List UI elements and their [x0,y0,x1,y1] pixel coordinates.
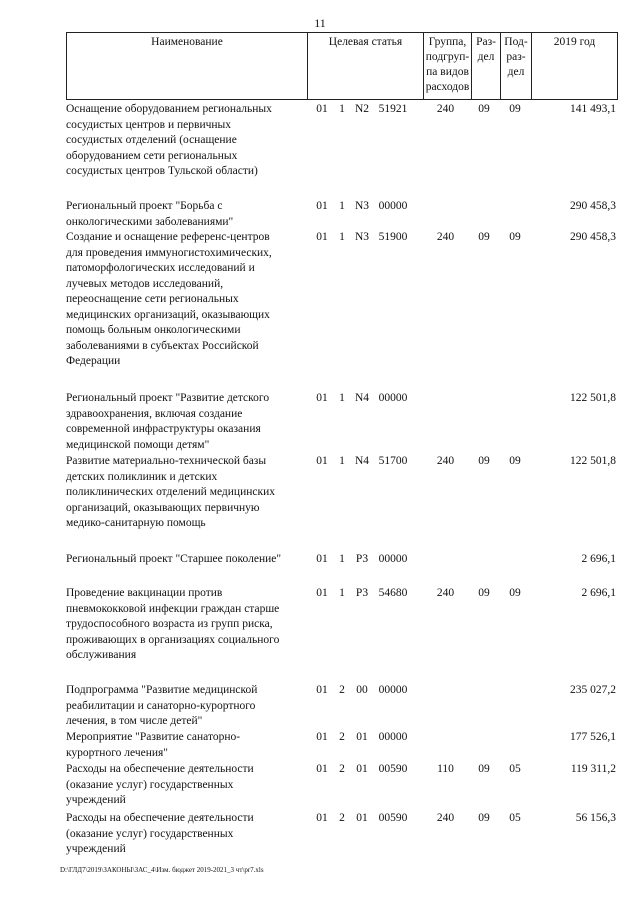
row-podrazdel: 09 [509,231,521,243]
row-name-line: Проведение вакцинации против [66,587,223,599]
row-name-line: обслуживания [66,649,137,661]
row-cs-direction: 00590 [378,763,408,775]
row-name [66,683,306,730]
row-podrazdel: 09 [509,455,521,467]
row-value: 122 501,8 [570,392,616,404]
row-value: 2 696,1 [581,587,616,599]
header-group [423,33,471,99]
header-razdel-line: дел [477,51,495,63]
row-name [66,811,306,858]
row-cs-subprogram: 2 [339,731,345,743]
row-razdel: 09 [478,587,490,599]
row-name-line: для проведения иммуногистохимических, [66,246,272,259]
row-name-line: пневмококковой инфекции граждан старше [66,602,280,615]
row-name-line: медико-санитарную помощь [66,517,206,529]
row-cs-direction: 54680 [378,587,408,599]
row-name-line: поликлинических отделений медицинских [66,486,275,498]
header-group-line: подгруп- [425,51,470,63]
row-cs-event: N4 [354,392,370,404]
row-cs-direction: 00000 [378,200,408,212]
row-group: 240 [436,103,455,115]
row-name [66,586,306,664]
header-group-line: расходов [425,81,470,93]
row-cs-direction: 51921 [378,103,408,115]
row-name-line: Подпрограмма "Развитие медицинской [66,684,258,696]
row-name [66,391,306,453]
row-name-line: Расходы на обеспечение деятельности [66,763,254,775]
row-value: 141 493,1 [570,103,616,115]
row-cs-direction: 00590 [378,812,408,824]
row-group: 240 [436,812,455,824]
row-name-line: переоснащение сети региональных [66,293,239,305]
row-name-line: помощь больным онкологическими [66,324,241,336]
row-name-line: Региональный проект "Борьба с [66,200,223,212]
row-name [66,762,306,809]
row-name-line: Развитие материально-технической базы [66,455,267,467]
row-podrazdel: 05 [509,812,521,824]
row-group: 240 [436,231,455,243]
row-cs-subprogram: 2 [339,763,345,775]
row-name-line: Региональный проект "Старшее поколение" [66,553,282,565]
row-cs-subprogram: 1 [339,392,345,404]
row-cs-program: 01 [316,763,328,775]
row-name-line: реабилитации и санаторно-курортного [66,699,256,712]
row-name [66,230,306,370]
row-name-line: трудоспособного возраста из групп риска, [66,618,273,630]
row-name-line: организаций, оказывающих первичную [66,501,260,514]
row-value: 177 526,1 [570,731,616,743]
row-name-line: патоморфологических исследований и [66,262,255,274]
row-name-line: лечения, в том числе детей" [66,715,203,727]
row-value: 119 311,2 [570,763,616,775]
row-name-line: медицинской помощи детям" [66,438,210,451]
header-year: 2019 год [531,33,617,99]
row-name-line: Региональный проект "Развитие детского [66,392,270,404]
row-razdel: 09 [478,231,490,243]
row-cs-event: 01 [356,763,368,775]
row-name-line: сосудистых центров и первичных [66,118,232,131]
row-cs-event: 01 [356,731,368,743]
row-cs-subprogram: 1 [339,587,345,599]
row-cs-subprogram: 2 [339,812,345,824]
row-name-line: онкологическими заболеваниями" [66,215,234,228]
row-cs-program: 01 [316,455,328,467]
row-value: 2 696,1 [581,553,616,565]
row-cs-subprogram: 2 [339,684,345,696]
row-cs-direction: 00000 [378,553,408,565]
row-cs-event: 01 [356,812,368,824]
row-name-line: курортного лечения" [66,746,168,759]
header-podrazdel-line: Под- [504,36,528,48]
row-cs-program: 01 [316,392,328,404]
row-name-line: Оснащение оборудованием региональных [66,103,272,115]
row-cs-event: N3 [354,200,370,212]
row-cs-event: P3 [355,587,369,599]
row-cs-program: 01 [316,231,328,243]
header-target: Целевая статья [307,33,423,99]
row-cs-event: P3 [355,553,369,565]
row-cs-program: 01 [316,731,328,743]
header-group-line: Группа, [428,36,467,48]
row-value: 290 458,3 [570,200,616,212]
row-podrazdel: 05 [509,763,521,775]
table-header [66,32,618,100]
row-name-line: заболеваниями в субъектах Российской [66,339,259,352]
row-name [66,199,306,230]
header-razdel [471,33,500,99]
row-podrazdel: 09 [509,103,521,115]
row-name-line: медицинских организаций, оказывающих [66,308,270,321]
header-podrazdel-line: дел [507,66,525,78]
row-name-line: учреждений [66,794,126,806]
row-name-line: учреждений [66,843,126,855]
row-value: 235 027,2 [570,684,616,696]
row-cs-subprogram: 1 [339,200,345,212]
row-value: 122 501,8 [570,455,616,467]
row-podrazdel: 09 [509,587,521,599]
row-cs-event: N3 [354,231,370,243]
row-name-line: детских поликлиник и детских [66,470,218,483]
row-name-line: Расходы на обеспечение деятельности [66,812,254,824]
row-cs-program: 01 [316,812,328,824]
row-cs-event: N2 [354,103,370,115]
row-name-line: здравоохранения, включая создание [66,407,243,420]
row-name-line: Мероприятие "Развитие санаторно- [66,731,241,743]
row-name-line: современной инфраструктуры оказания [66,423,261,435]
row-cs-event: 00 [356,684,368,696]
header-group-line: па видов [426,66,469,78]
row-name [66,454,306,532]
row-cs-subprogram: 1 [339,231,345,243]
row-razdel: 09 [478,812,490,824]
row-cs-subprogram: 1 [339,103,345,115]
row-value: 290 458,3 [570,231,616,243]
row-name-line: оборудованием сети региональных [66,149,238,162]
row-cs-direction: 00000 [378,392,408,404]
row-cs-subprogram: 1 [339,553,345,565]
row-name-line: сосудистых отделений (оснащение [66,134,237,146]
row-name [66,730,306,761]
row-razdel: 09 [478,103,490,115]
row-cs-event: N4 [354,455,370,467]
row-cs-program: 01 [316,587,328,599]
row-value: 56 156,3 [575,812,616,824]
row-cs-subprogram: 1 [339,455,345,467]
page-number: 11 [314,16,326,30]
row-name [66,102,306,180]
row-group: 240 [436,587,455,599]
row-group: 110 [437,763,454,775]
row-cs-direction: 51900 [378,231,408,243]
row-name-line: проживающих в организациях социального [66,633,280,646]
row-name-line: Федерации [66,355,121,367]
header-podrazdel-line: раз- [506,51,526,63]
row-cs-program: 01 [316,553,328,565]
row-cs-program: 01 [316,103,328,115]
row-cs-direction: 00000 [378,684,408,696]
header-name: Наименование [151,36,223,48]
row-name-line: сосудистых центров Тульской области) [66,165,258,177]
row-group: 240 [436,455,455,467]
row-name-line: (оказание услуг) государственных [66,827,234,840]
row-cs-program: 01 [316,684,328,696]
row-razdel: 09 [478,763,490,775]
row-name-line: лучевых методов исследований, [66,277,224,290]
row-name [66,552,306,568]
header-razdel-line: Раз- [476,36,496,48]
row-name-line: Создание и оснащение референс-центров [66,231,270,243]
row-razdel: 09 [478,455,490,467]
row-cs-direction: 00000 [378,731,408,743]
row-name-line: (оказание услуг) государственных [66,778,234,791]
row-cs-direction: 51700 [378,455,408,467]
header-podrazdel [500,33,531,99]
row-cs-program: 01 [316,200,328,212]
file-path-footer: D:\ГЛД7\2019\ЗАКОНЫ\ЗАС_4\Изм. бюджет 2019-2021_3 чт\pr7.xls [60,866,264,874]
